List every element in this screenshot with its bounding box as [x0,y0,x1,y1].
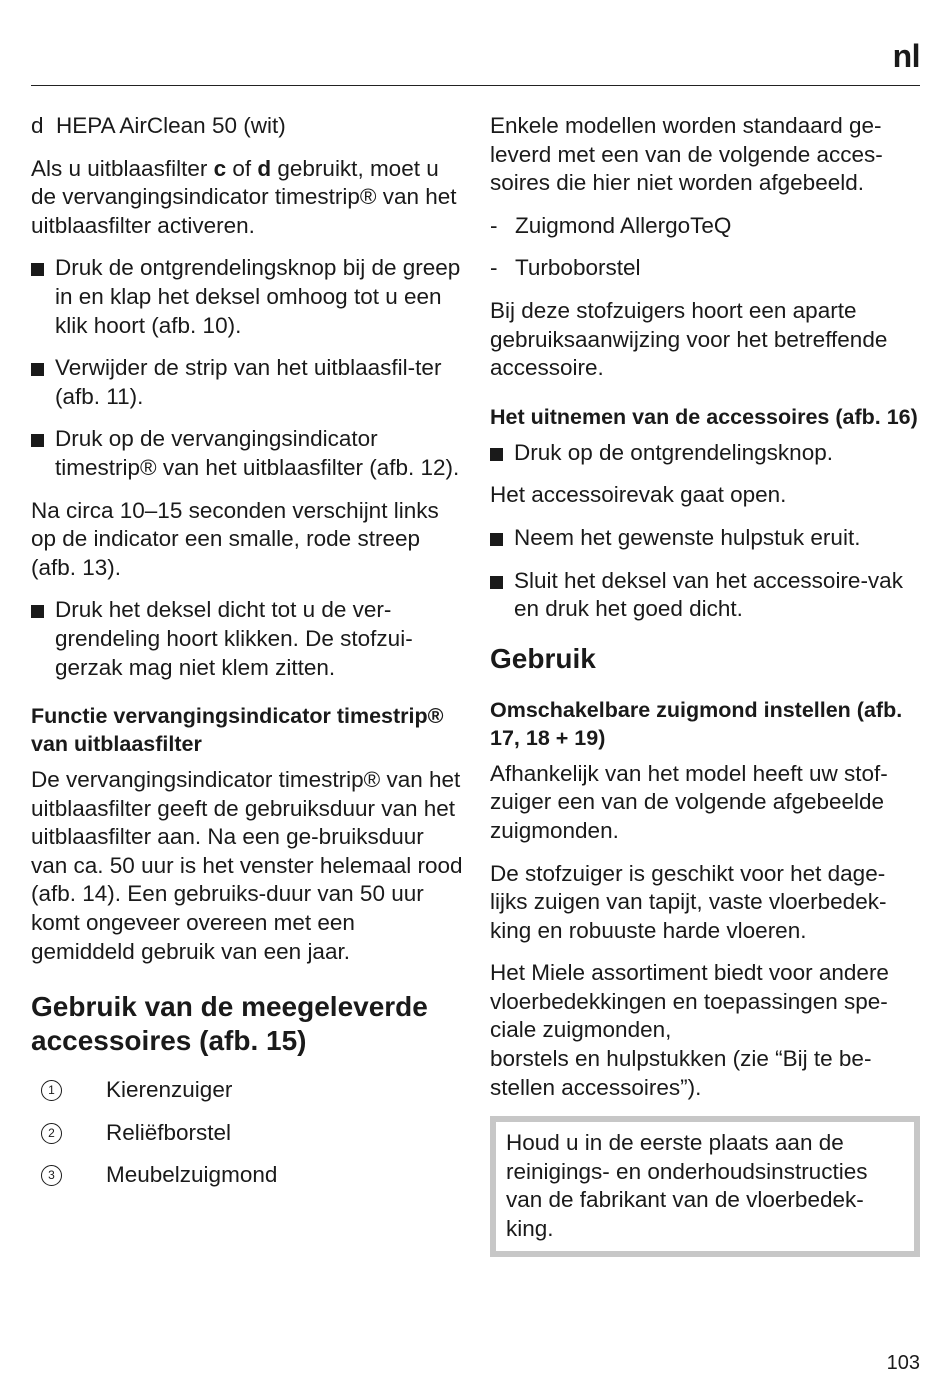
list-item: - Zuigmond AllergoTeQ [490,212,732,238]
bullet-square-icon [490,448,503,461]
bullet-square-icon [31,263,44,276]
assortment-paragraph: Het Miele assortiment biedt voor andere vloerbedekkingen en toepassingen spe-ciale zuigmonden, borstels en hulpstukken (zie “Bij te be-stellen accessoires”). [490,960,889,1100]
list-item: Verwijder de strip van het uitblaasfil-ter (afb. 11). [31,354,463,411]
activation-paragraph: Als u uitblaasfilter c of d gebruikt, moet u de vervangingsindicator timestrip® van het uitblaasfilter activeren. [31,155,457,238]
section-heading: Het uitnemen van de accessoires (afb. 16) [490,404,918,429]
section-heading: Omschakelbare zuigmond instellen (afb. 17, 18 + 19) [490,697,903,750]
list-item: Druk de ontgrendelingsknop bij de greep in en klap het deksel omhoog tot u een klik hoort (afb. 10). [31,254,463,340]
section-title: Gebruik van de meegeleverde accessoires (afb. 15) [31,991,428,1057]
language-code: nl [892,38,920,74]
circled-number: 3 [41,1165,62,1186]
list-item: 1 Kierenzuiger [31,1076,463,1105]
header-rule [31,85,920,86]
right-column [490,112,920,1257]
note-box: Houd u in de eerste plaats aan de reinigings- en onderhoudsinstructies van de fabrikant van de vloerbedek-king. [490,1116,920,1256]
list-item: 3 Meubelzuigmond [31,1161,463,1190]
list-item: Sluit het deksel van het accessoire-vak en druk het goed dicht. [490,567,920,624]
list-item: Druk op de vervangingsindicator timestrip® van het uitblaasfilter (afb. 12). [31,425,463,482]
accessories-paragraph: Enkele modellen worden standaard ge-leverd met een van de volgende acces-soires die hier niet worden afgebeeld. [490,113,883,196]
timestrip-paragraph: De vervangingsindicator timestrip® van het uitblaasfilter geeft de gebruiksduur van het uitblaasfilter aan. Na een ge-bruiksduur van ca. 50 uur is het venster helemaal rood (afb. 14). Een gebruiks-duur van 50 uur komt ongeveer overeen met een gemiddeld gebruik van een jaar. [31,767,463,964]
bullet-square-icon [490,533,503,546]
manual-paragraph: Bij deze stofzuigers hoort een aparte gebruiksaanwijzing voor het betreffende accessoire. [490,297,888,381]
list-item: Druk op de ontgrendelingsknop. [490,439,920,468]
bullet-square-icon [31,434,44,447]
model-paragraph: Afhankelijk van het model heeft uw stof-zuiger een van de volgende afgebeelde zuigmonden. [490,760,888,843]
circled-number: 1 [41,1080,62,1101]
usage-paragraph: De stofzuiger is geschikt voor het dage-lijks zuigen van tapijt, vaste vloerbedek-king en robuuste harde vloeren. [490,860,887,943]
list-item: Druk het deksel dicht tot u de ver-grendeling hoort klikken. De stofzui-gerzak mag niet klem zitten. [31,596,463,682]
compartment-paragraph: Het accessoirevak gaat open. [490,482,787,508]
bullet-square-icon [31,363,44,376]
bullet-square-icon [490,576,503,589]
list-item: Neem het gewenste hulpstuk eruit. [490,524,920,553]
filter-item-d: d HEPA AirClean 50 (wit) [31,113,286,138]
list-item: - Turboborstel [490,255,641,281]
bullet-square-icon [31,605,44,618]
circled-number: 2 [41,1123,62,1144]
section-title: Gebruik [490,642,596,674]
list-item: 2 Reliëfborstel [31,1119,463,1148]
left-column [31,112,463,1204]
section-heading: Functie vervangingsindicator timestrip® van uitblaasfilter [31,704,444,757]
page-number: 103 [886,1352,920,1374]
indicator-paragraph: Na circa 10–15 seconden verschijnt links op de indicator een smalle, rode streep (afb. 13). [31,497,439,580]
